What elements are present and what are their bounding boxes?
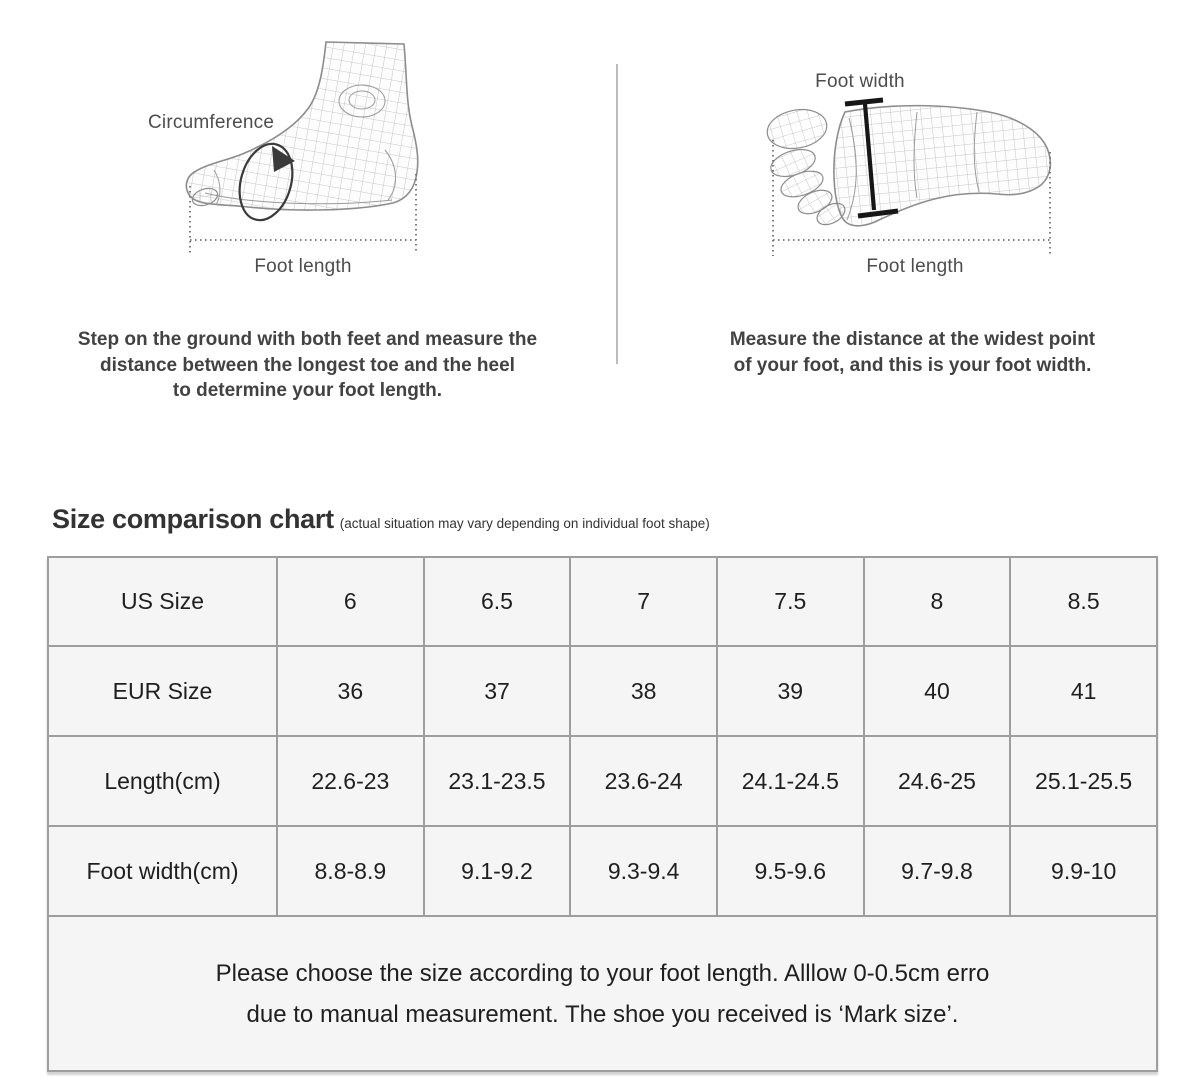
- table-row-foot-width: [48, 826, 1157, 916]
- foot-side-view-diagram: [0, 0, 617, 300]
- table-cell: 8: [864, 557, 1011, 646]
- row-header-length: Length(cm): [48, 736, 277, 826]
- table-cell: 6: [277, 557, 424, 646]
- size-chart-title: Size comparison chart: [52, 504, 334, 534]
- foot-top-view-diagram: [617, 0, 1200, 300]
- table-row-length: [48, 736, 1157, 826]
- table-cell: 24.1-24.5: [717, 736, 864, 826]
- table-cell: 37: [424, 646, 571, 736]
- table-cell: 8.8-8.9: [277, 826, 424, 916]
- table-row-us-size: [48, 557, 1157, 646]
- table-cell: 9.7-9.8: [864, 826, 1011, 916]
- instruction-line: Measure the distance at the widest point: [729, 329, 1096, 350]
- instruction-line: of your foot, and this is your foot width.: [733, 354, 1092, 376]
- foot-length-label-right: Foot length: [866, 256, 964, 277]
- size-comparison-table: [47, 556, 1158, 1072]
- table-row-note: [48, 916, 1157, 1071]
- table-cell: 38: [570, 646, 717, 736]
- foot-length-label-left: Foot length: [254, 256, 352, 277]
- instruction-line: to determine your foot length.: [172, 380, 443, 401]
- size-chart-subtitle: (actual situation may vary depending on individual foot shape): [339, 516, 710, 531]
- size-note-line: Please choose the size according to your foot length. Alllow 0-0.5cm erro: [215, 959, 990, 987]
- table-cell: 9.5-9.6: [717, 826, 864, 916]
- row-header-eur-size: EUR Size: [48, 646, 277, 736]
- table-row-eur-size: [48, 646, 1157, 736]
- instruction-line: Step on the ground with both feet and measure the: [77, 329, 538, 350]
- table-cell: 41: [1010, 646, 1157, 736]
- table-cell: 23.6-24: [570, 736, 717, 826]
- size-note-line: due to manual measurement. The shoe you received is ‘Mark size’.: [246, 1000, 959, 1028]
- table-cell: 23.1-23.5: [424, 736, 571, 826]
- table-cell: 24.6-25: [864, 736, 1011, 826]
- table-cell: 36: [277, 646, 424, 736]
- table-cell: 9.9-10: [1010, 826, 1157, 916]
- size-note-cell: [48, 916, 1157, 1071]
- instruction-line: distance between the longest toe and the heel: [100, 354, 515, 376]
- table-cell: 39: [717, 646, 864, 736]
- foot-width-instructions: [655, 327, 1170, 378]
- table-cell: 40: [864, 646, 1011, 736]
- circumference-label: Circumference: [148, 112, 275, 133]
- row-header-foot-width: Foot width(cm): [48, 826, 277, 916]
- size-chart-header: [52, 504, 710, 535]
- table-cell: 8.5: [1010, 557, 1157, 646]
- table-cell: 6.5: [424, 557, 571, 646]
- table-cell: 25.1-25.5: [1010, 736, 1157, 826]
- foot-width-label: Foot width: [815, 71, 905, 92]
- row-header-us-size: US Size: [48, 557, 277, 646]
- table-cell: 9.3-9.4: [570, 826, 717, 916]
- table-cell: 9.1-9.2: [424, 826, 571, 916]
- table-cell: 7: [570, 557, 717, 646]
- foot-top-wireframe: [764, 105, 1050, 229]
- foot-length-instructions: [40, 327, 575, 404]
- table-cell: 22.6-23: [277, 736, 424, 826]
- table-cell: 7.5: [717, 557, 864, 646]
